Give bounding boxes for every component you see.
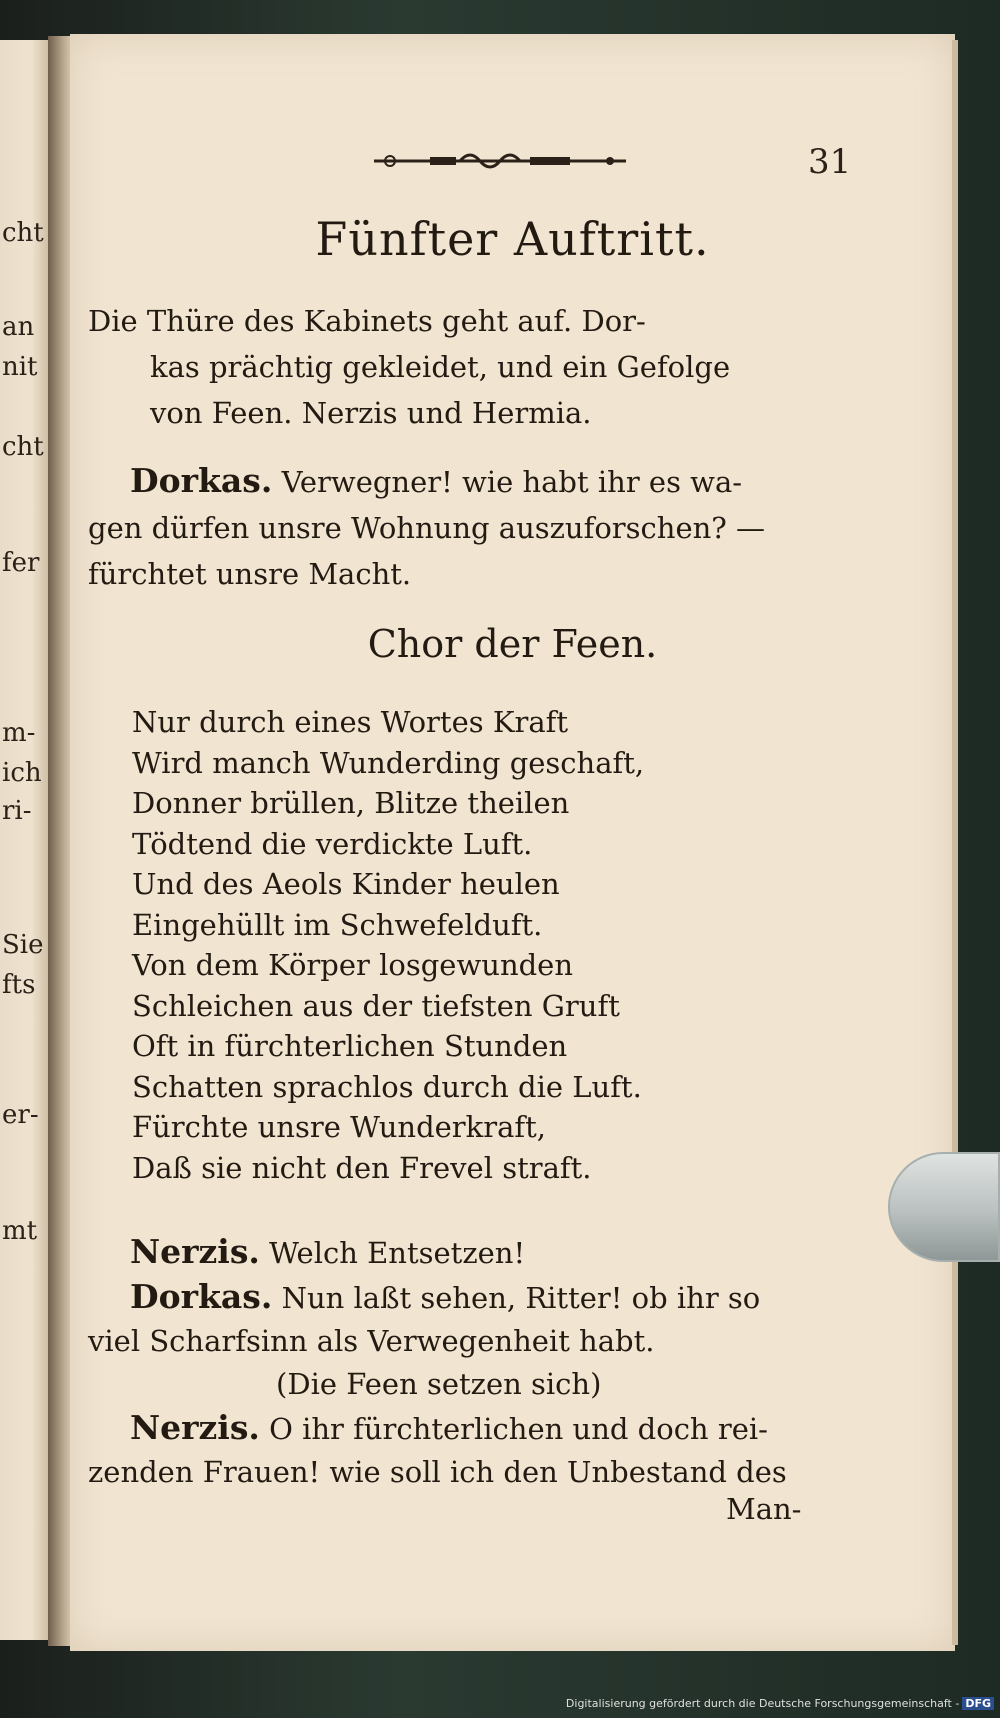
facing-page-fragment: er- (2, 1100, 39, 1130)
page-edge (952, 40, 958, 1645)
facing-page-fragment: ri- (2, 796, 32, 826)
facing-page-fragment: an (2, 312, 35, 342)
facing-page-fragment: fer (2, 548, 40, 578)
scene-title: Fünfter Auftritt. (315, 212, 710, 266)
speaker-name: Dorkas. (130, 1277, 273, 1316)
dialog-line (88, 1406, 848, 1451)
dialog-line: viel Scharfsinn als Verwegenheit habt. (88, 1324, 655, 1358)
facing-page-fragment: fts (2, 970, 36, 1000)
verse-line: Und des Aeols Kinder heulen (132, 867, 560, 901)
speech-line: fürchtet unsre Macht. (88, 557, 412, 591)
speech-text: Verwegner! wie habt ihr es wa- (281, 465, 743, 499)
dialog-line (88, 1275, 848, 1320)
facing-page-fragment: cht (2, 218, 44, 248)
verse-line: Von dem Körper losgewunden (132, 948, 574, 982)
verse-line: Nur durch eines Wortes Kraft (132, 705, 569, 739)
facing-page-edge (0, 40, 52, 1640)
facing-page-fragment: m- (2, 718, 36, 748)
speaker-name: Nerzis. (130, 1408, 260, 1447)
facing-page-fragment: mt (2, 1216, 38, 1246)
verse-line: Schatten sprachlos durch die Luft. (132, 1069, 642, 1104)
verse-line: Tödtend die verdickte Luft. (132, 826, 533, 861)
facing-page-fragment: cht (2, 432, 44, 462)
verse-line: Wird manch Wunderding geschaft, (132, 745, 645, 780)
dialog-line: zenden Frauen! wie soll ich den Unbestand des (88, 1455, 787, 1489)
catchword: Man- (726, 1492, 802, 1526)
verse-line: Eingehüllt im Schwefelduft. (132, 907, 543, 942)
dialog-block (88, 1230, 848, 1494)
stage-direction (88, 298, 858, 436)
verse-line: Schleichen aus der tiefsten Gruft (132, 988, 620, 1023)
stage-direction-line: Die Thüre des Kabinets geht auf. Dor- (88, 304, 646, 338)
dialog-line (88, 1230, 848, 1275)
speech-line: gen dürfen unsre Wohnung auszuforschen? — (88, 511, 766, 545)
credit-text: Digitalisierung gefördert durch die Deutsche Forschungsgemeinschaft - (565, 1697, 960, 1710)
facing-page-fragment: ich (2, 758, 42, 788)
digitization-credit (566, 1697, 994, 1710)
chorus-heading: Chor der Feen. (367, 622, 658, 666)
verse-line: Donner brüllen, Blitze theilen (132, 786, 570, 820)
stage-direction-line: von Feen. Nerzis und Hermia. (150, 396, 592, 430)
page-number: 31 (808, 142, 852, 182)
facing-page-fragment: Sie (2, 930, 44, 960)
dialog-text: O ihr fürchterlichen und doch rei- (269, 1412, 768, 1446)
stage-direction-line: kas prächtig gekleidet, und ein Gefolge (150, 350, 731, 384)
verse-block (132, 702, 644, 1188)
stage-note: (Die Feen setzen sich) (276, 1367, 602, 1401)
facing-page-fragment: nit (2, 352, 38, 382)
dfg-logo: DFG (962, 1697, 994, 1710)
page-clip (888, 1152, 1000, 1262)
speech-dorkas (88, 458, 858, 597)
verse-line: Daß sie nicht den Frevel straft. (132, 1150, 592, 1185)
book-page (70, 34, 955, 1651)
dialog-text: Welch Entsetzen! (269, 1236, 526, 1270)
speaker-name: Nerzis. (130, 1232, 260, 1271)
speaker-name: Dorkas. (130, 461, 273, 500)
ornament-icon (370, 150, 630, 172)
verse-line: Fürchte unsre Wunderkraft, (132, 1110, 547, 1144)
dialog-text: Nun laßt sehen, Ritter! ob ihr so (281, 1281, 761, 1315)
verse-line: Oft in fürchterlichen Stunden (132, 1029, 568, 1063)
speech-line (88, 458, 858, 505)
